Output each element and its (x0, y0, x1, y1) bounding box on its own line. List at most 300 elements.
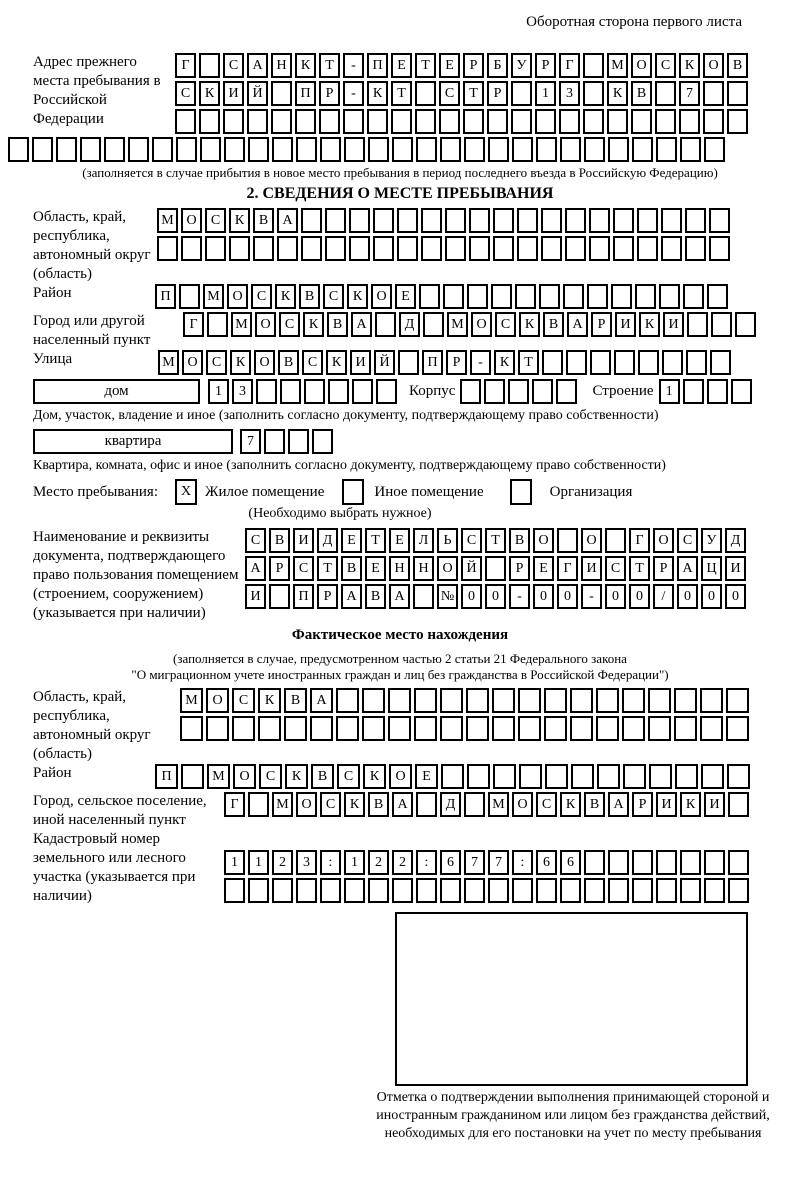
char-box (703, 81, 724, 106)
korpus-label: Корпус (409, 383, 456, 399)
char-box: - (343, 81, 364, 106)
char-box (614, 350, 635, 375)
char-box (711, 312, 732, 337)
char-box: О (227, 284, 248, 309)
char-box (590, 350, 611, 375)
char-box: С (259, 764, 282, 789)
char-box: К (303, 312, 324, 337)
document-row-2 (245, 556, 749, 581)
char-box: В (543, 312, 564, 337)
char-box: М (231, 312, 252, 337)
char-box: О (437, 556, 458, 581)
char-box (368, 137, 389, 162)
char-box (536, 137, 557, 162)
char-box: 0 (461, 584, 482, 609)
char-box: 7 (464, 850, 485, 875)
char-box (362, 716, 385, 741)
char-box: К (680, 792, 701, 817)
char-box: Д (440, 792, 461, 817)
stamp-caption: Отметка о подтверждении выполнения принимающей стороной и иностранным гражданином или лицом без гражданства действий, необходимых для его постановки на учет по месту пребывания (376, 1090, 770, 1141)
char-box (388, 688, 411, 713)
char-box: О (296, 792, 317, 817)
char-box (541, 236, 562, 261)
char-box (532, 379, 553, 404)
char-box: Г (224, 792, 245, 817)
fact-gorod-block (0, 792, 800, 830)
char-box: - (343, 53, 364, 78)
fact-oblast-block (0, 688, 800, 764)
char-box: В (365, 584, 386, 609)
char-box: Т (317, 556, 338, 581)
char-box: Р (632, 792, 653, 817)
char-box (325, 208, 346, 233)
char-box: Е (389, 528, 410, 553)
char-box: К (326, 350, 347, 375)
char-box: О (703, 53, 724, 78)
document-block (0, 528, 800, 623)
char-box: 1 (208, 379, 229, 404)
char-box (414, 716, 437, 741)
char-box (421, 236, 442, 261)
char-box (622, 688, 645, 713)
char-box: Р (509, 556, 530, 581)
char-box (635, 284, 656, 309)
char-box: 3 (232, 379, 253, 404)
char-box (352, 379, 373, 404)
char-box: : (512, 850, 533, 875)
gorod-row (183, 312, 759, 337)
char-box: - (509, 584, 530, 609)
char-box: С (495, 312, 516, 337)
char-box (229, 236, 250, 261)
char-box (320, 878, 341, 903)
char-box (519, 764, 542, 789)
char-box: 7 (240, 429, 261, 454)
char-box (176, 137, 197, 162)
char-box (560, 878, 581, 903)
char-box (727, 81, 748, 106)
char-box (493, 236, 514, 261)
char-box (728, 792, 749, 817)
char-box (301, 208, 322, 233)
page-side-note: Оборотная сторона первого листа (526, 14, 742, 30)
char-box (559, 109, 580, 134)
char-box: 0 (557, 584, 578, 609)
char-box (656, 850, 677, 875)
char-box: Е (415, 764, 438, 789)
char-box (320, 137, 341, 162)
option-inoe-label: Иное помещение (374, 483, 484, 500)
char-box: С (605, 556, 626, 581)
mesto-label: Место пребывания: (33, 483, 158, 500)
char-box: С (655, 53, 676, 78)
char-box (565, 236, 586, 261)
char-box (680, 878, 701, 903)
char-box (583, 109, 604, 134)
char-box (493, 208, 514, 233)
char-box: В (284, 688, 307, 713)
raion-label: Район (33, 285, 72, 301)
char-box: О (206, 688, 229, 713)
char-box: Е (395, 284, 416, 309)
char-box (175, 109, 196, 134)
char-box (199, 109, 220, 134)
char-box (662, 350, 683, 375)
char-box (613, 208, 634, 233)
char-box (631, 109, 652, 134)
char-box (656, 137, 677, 162)
char-box: 6 (560, 850, 581, 875)
prev-address-label: Адрес прежнего места пребывания в Российской Федерации (33, 54, 161, 127)
char-box: : (320, 850, 341, 875)
char-box: М (607, 53, 628, 78)
raion-block (0, 284, 800, 312)
fact-oblast-row-2 (180, 716, 752, 741)
stroenie-label: Строение (592, 383, 654, 399)
char-box (419, 284, 440, 309)
prev-address-row-2 (175, 81, 751, 106)
char-box (423, 312, 444, 337)
char-box: И (581, 556, 602, 581)
char-box (304, 379, 325, 404)
char-box (539, 284, 560, 309)
char-box: Д (317, 528, 338, 553)
korpus-row (460, 379, 580, 404)
char-box (224, 137, 245, 162)
char-box (258, 716, 281, 741)
char-box: А (277, 208, 298, 233)
char-box (398, 350, 419, 375)
char-box (466, 688, 489, 713)
char-box: 6 (440, 850, 461, 875)
char-box (661, 208, 682, 233)
prev-address-rows (175, 53, 751, 137)
char-box (560, 137, 581, 162)
char-box (687, 312, 708, 337)
stroenie-row (659, 379, 755, 404)
char-box: О (631, 53, 652, 78)
char-box (675, 764, 698, 789)
char-box (388, 716, 411, 741)
char-box: 1 (224, 850, 245, 875)
char-box (416, 137, 437, 162)
char-box: М (272, 792, 293, 817)
char-box: С (302, 350, 323, 375)
mesto-block (0, 479, 800, 505)
char-box (256, 379, 277, 404)
char-box: 7 (679, 81, 700, 106)
char-box: Г (175, 53, 196, 78)
char-box (224, 878, 245, 903)
char-box (518, 688, 541, 713)
char-box: К (229, 208, 250, 233)
char-box: И (663, 312, 684, 337)
char-box (707, 284, 728, 309)
char-box (469, 236, 490, 261)
char-box: 0 (605, 584, 626, 609)
char-box: О (533, 528, 554, 553)
char-box: 3 (296, 850, 317, 875)
char-box (336, 716, 359, 741)
char-box: И (656, 792, 677, 817)
char-box: В (368, 792, 389, 817)
char-box: О (182, 350, 203, 375)
char-box: К (519, 312, 540, 337)
char-box: П (367, 53, 388, 78)
ulitsa-block (0, 350, 800, 378)
char-box (623, 764, 646, 789)
char-box (319, 109, 340, 134)
char-box (709, 208, 730, 233)
char-box (464, 878, 485, 903)
char-box (362, 688, 385, 713)
char-box (277, 236, 298, 261)
char-box (288, 429, 309, 454)
char-box: 3 (559, 81, 580, 106)
char-box: К (347, 284, 368, 309)
char-box: - (581, 584, 602, 609)
char-box (207, 312, 228, 337)
option-organizatsiya-label: Организация (549, 483, 633, 500)
char-box: С (206, 350, 227, 375)
char-box (296, 137, 317, 162)
char-box (493, 764, 516, 789)
char-box (686, 350, 707, 375)
char-box (638, 350, 659, 375)
char-box (181, 236, 202, 261)
char-box: Н (413, 556, 434, 581)
char-box (280, 379, 301, 404)
kadastr-row-1 (224, 850, 752, 875)
char-box (272, 878, 293, 903)
char-box: 0 (629, 584, 650, 609)
kadastr-block (0, 830, 800, 906)
char-box (709, 236, 730, 261)
char-box: Г (183, 312, 204, 337)
oblast-label: Область, край, республика, автономный округ (область) (33, 209, 151, 282)
char-box (343, 109, 364, 134)
char-box (648, 688, 671, 713)
char-box: М (158, 350, 179, 375)
char-box (701, 764, 724, 789)
char-box: М (203, 284, 224, 309)
char-box: С (175, 81, 196, 106)
char-box: О (389, 764, 412, 789)
char-box (511, 109, 532, 134)
char-box (440, 688, 463, 713)
char-box (517, 208, 538, 233)
char-box: П (295, 81, 316, 106)
char-box: Д (399, 312, 420, 337)
char-box: О (471, 312, 492, 337)
char-box: И (704, 792, 725, 817)
document-row-1 (245, 528, 749, 553)
char-box: О (581, 528, 602, 553)
char-box (223, 109, 244, 134)
char-box (492, 688, 515, 713)
char-box: Й (461, 556, 482, 581)
char-box: 1 (248, 850, 269, 875)
char-box (416, 878, 437, 903)
checkbox-organizatsiya (510, 479, 532, 505)
char-box: 1 (535, 81, 556, 106)
char-box (541, 208, 562, 233)
char-box (613, 236, 634, 261)
char-box (584, 850, 605, 875)
gorod-label: Город или другой населенный пункт (33, 313, 151, 348)
char-box: С (337, 764, 360, 789)
char-box (464, 792, 485, 817)
char-box (511, 81, 532, 106)
char-box (392, 137, 413, 162)
document-label: Наименование и реквизиты документа, подтверждающего право пользования помещением (строением, сооружением) (указывается при наличии) (33, 529, 239, 621)
char-box: Р (487, 81, 508, 106)
fact-oblast-label: Область, край, республика, автономный округ (область) (33, 689, 151, 762)
char-box (269, 584, 290, 609)
char-box (563, 284, 584, 309)
char-box: А (608, 792, 629, 817)
char-box (674, 716, 697, 741)
fact-oblast-rows (180, 688, 752, 744)
char-box (512, 137, 533, 162)
char-box (336, 688, 359, 713)
char-box (484, 379, 505, 404)
char-box: А (245, 556, 266, 581)
char-box (485, 556, 506, 581)
char-box (570, 716, 593, 741)
char-box: И (615, 312, 636, 337)
char-box (707, 379, 728, 404)
char-box: В (631, 81, 652, 106)
char-box: 0 (701, 584, 722, 609)
char-box (655, 109, 676, 134)
char-box: Ц (701, 556, 722, 581)
fact-gorod-label: Город, сельское поселение, иной населенный пункт (33, 793, 207, 828)
char-box: С (677, 528, 698, 553)
char-box (253, 236, 274, 261)
kadastr-label: Кадастровый номер земельного или лесного участка (указывается при наличии) (33, 831, 196, 904)
char-box (661, 236, 682, 261)
char-box: С (279, 312, 300, 337)
oblast-block (0, 208, 800, 284)
char-box (685, 208, 706, 233)
char-box (368, 878, 389, 903)
char-box: : (416, 850, 437, 875)
char-box: / (653, 584, 674, 609)
char-box: 0 (677, 584, 698, 609)
fact-raion-row (155, 764, 753, 789)
char-box (8, 137, 29, 162)
prev-address-row-4 (8, 137, 800, 162)
char-box: Е (391, 53, 412, 78)
char-box: - (470, 350, 491, 375)
char-box (637, 208, 658, 233)
char-box (32, 137, 53, 162)
ulitsa-label: Улица (33, 351, 73, 367)
char-box: Е (341, 528, 362, 553)
char-box (583, 81, 604, 106)
char-box (104, 137, 125, 162)
prev-address-block (0, 53, 800, 137)
char-box: И (725, 556, 746, 581)
char-box: В (278, 350, 299, 375)
char-box (397, 208, 418, 233)
char-box (491, 284, 512, 309)
fact-note-line2: "О миграционном учете иностранных граждан и лиц без гражданства в Российской Федерации") (131, 667, 669, 682)
option-zhiloe-label: Жилое помещение (205, 483, 325, 500)
char-box (440, 716, 463, 741)
char-box: Т (463, 81, 484, 106)
char-box: 0 (533, 584, 554, 609)
char-box (344, 878, 365, 903)
char-box (80, 137, 101, 162)
char-box: Р (653, 556, 674, 581)
char-box (704, 878, 725, 903)
dom-note: Дом, участок, владение и иное (заполнить согласно документу, подтверждающему право собственности) (33, 408, 659, 423)
char-box (683, 379, 704, 404)
char-box (157, 236, 178, 261)
char-box (232, 716, 255, 741)
char-box (517, 236, 538, 261)
char-box (440, 137, 461, 162)
char-box: А (392, 792, 413, 817)
char-box (272, 137, 293, 162)
fact-title: Фактическое место нахождения (291, 627, 509, 643)
char-box (535, 109, 556, 134)
char-box: С (245, 528, 266, 553)
char-box: К (607, 81, 628, 106)
char-box: Е (365, 556, 386, 581)
stamp-box (395, 912, 748, 1086)
char-box: 0 (485, 584, 506, 609)
char-box (589, 236, 610, 261)
char-box: О (371, 284, 392, 309)
char-box (735, 312, 756, 337)
char-box: С (536, 792, 557, 817)
document-rows (245, 528, 749, 612)
char-box: Т (319, 53, 340, 78)
char-box: П (422, 350, 443, 375)
char-box (264, 429, 285, 454)
char-box: К (199, 81, 220, 106)
char-box: С (320, 792, 341, 817)
char-box (180, 716, 203, 741)
char-box (571, 764, 594, 789)
char-box: К (367, 81, 388, 106)
char-box (416, 792, 437, 817)
char-box: Г (557, 556, 578, 581)
char-box (659, 284, 680, 309)
char-box (508, 379, 529, 404)
document-row-3 (245, 584, 749, 609)
char-box: 0 (725, 584, 746, 609)
char-box (704, 137, 725, 162)
char-box (205, 236, 226, 261)
char-box: У (511, 53, 532, 78)
oblast-row-2 (157, 236, 733, 261)
char-box: В (327, 312, 348, 337)
char-box (56, 137, 77, 162)
char-box: Т (415, 53, 436, 78)
char-box: Д (725, 528, 746, 553)
char-box (295, 109, 316, 134)
char-box (542, 350, 563, 375)
oblast-row-1 (157, 208, 733, 233)
char-box (608, 850, 629, 875)
char-box: К (494, 350, 515, 375)
char-box: К (258, 688, 281, 713)
char-box: К (295, 53, 316, 78)
